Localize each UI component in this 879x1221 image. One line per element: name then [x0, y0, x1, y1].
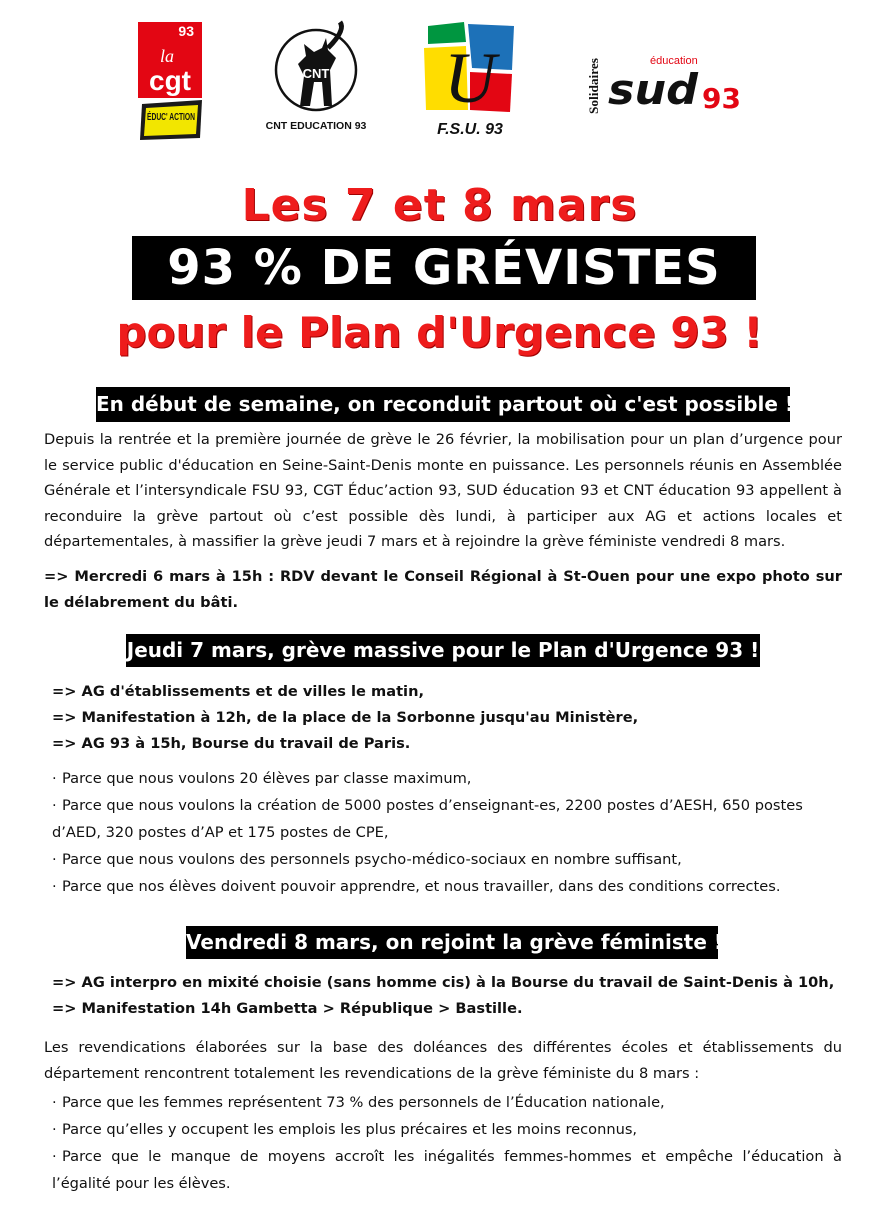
section3-heading: Vendredi 8 mars, on rejoint la grève féministe ! — [186, 926, 718, 959]
section2-heading: Jeudi 7 mars, grève massive pour le Plan d'Urgence 93 ! — [126, 634, 760, 667]
cnt-logo-name: CNT — [302, 66, 330, 81]
cgt-logo-name: cgt — [149, 65, 191, 96]
list-item: => AG d'établissements et de villes le matin, — [52, 683, 424, 700]
section2-reason-list — [52, 765, 842, 900]
list-item-text: Parce que nous voulons la création de 5000 postes d’enseignant-es, 2200 postes d’AESH, 650 postes d’AED, 320 postes d’AP et 175 postes de CPE, — [52, 797, 803, 841]
fsu-logo-letter: U — [444, 38, 496, 118]
cnt-logo-caption: CNT EDUCATION 93 — [265, 120, 367, 132]
bullet-icon: · — [52, 878, 57, 895]
list-item-text: Parce que le manque de moyens accroît les inégalités femmes-hommes et empêche l’éducation à l’égalité pour les élèves. — [52, 1148, 842, 1192]
list-item-text: Parce que nos élèves doivent pouvoir apprendre, et nous travailler, dans des conditions correctes. — [62, 878, 781, 895]
bullet-icon: · — [52, 1094, 57, 1111]
title-emergency-plan: pour le Plan d'Urgence 93 ! — [116, 308, 763, 357]
list-item — [52, 873, 842, 900]
logos-row — [0, 0, 879, 150]
list-item — [52, 792, 842, 846]
section3-intro-text: Les revendications élaborées sur la base des doléances des différentes écoles et établissements du département rencontrent totalement les revendications de la grève féministe du 8 mars : — [44, 1039, 842, 1082]
list-item — [52, 765, 842, 792]
list-item: => AG 93 à 15h, Bourse du travail de Paris. — [52, 735, 411, 752]
cgt-logo-subtext: ÉDUC' ACTION — [147, 112, 219, 123]
bullet-icon: · — [52, 797, 57, 814]
section3-action-list — [52, 970, 852, 1022]
list-item-text: Parce que nous voulons 20 élèves par classe maximum, — [62, 770, 472, 787]
list-item-text: Parce qu’elles y occupent les emplois les plus précaires et les moins reconnus, — [62, 1121, 638, 1138]
fsu-logo — [420, 18, 520, 140]
list-item: => AG interpro en mixité choisie (sans homme cis) à la Bourse du travail de Saint-Denis à 10h, — [52, 974, 835, 991]
list-item — [52, 1089, 842, 1116]
list-item: => Manifestation à 12h, de la place de la Sorbonne jusqu'au Ministère, — [52, 709, 639, 726]
bullet-icon: · — [52, 770, 57, 787]
list-item: => Manifestation 14h Gambetta > République > Bastille. — [52, 1000, 523, 1017]
section1-rdv-text: => Mercredi 6 mars à 15h : RDV devant le Conseil Régional à St-Ouen pour une expo photo sur le délabrement du bâti. — [44, 568, 842, 611]
list-item — [52, 1116, 842, 1143]
list-item — [52, 1143, 842, 1197]
list-item-text: Parce que les femmes représentent 73 % des personnels de l’Éducation nationale, — [62, 1094, 665, 1111]
cgt-logo-la: la — [160, 46, 175, 66]
bullet-icon: · — [52, 851, 57, 868]
list-item — [52, 846, 842, 873]
section3-reason-list — [52, 1089, 842, 1197]
title-strikers-banner: 93 % DE GRÉVISTES — [132, 236, 756, 300]
cgt-logo-93: 93 — [178, 23, 194, 39]
section1-intro-text: Depuis la rentrée et la première journée de grève le 26 février, la mobilisation pour un plan d’urgence pour le service public d'éducation en Seine-Saint-Denis monte en puissance. Les personnels réunis en Assemblée Générale et l’intersyndicale FSU 93, CGT Éduc’action 93, SUD éducation 93 et CNT éducation 93 appellent à reconduire la grève partout où c’est possible dès lundi, à participer aux AG et actions locales et départementales, à massifier la grève jeudi 7 mars et à rejoindre la grève féministe vendredi 8 mars. — [44, 431, 842, 551]
list-item-text: Parce que nous voulons des personnels psycho-médico-sociaux en nombre suffisant, — [62, 851, 682, 868]
bullet-icon: · — [52, 1121, 57, 1138]
cgt-educaction-logo — [136, 20, 219, 142]
title-dates: Les 7 et 8 mars — [241, 180, 638, 231]
section2-action-list — [52, 679, 852, 757]
sud-logo-93: 93 — [702, 82, 741, 115]
bullet-icon: · — [52, 1148, 57, 1165]
fsu-logo-caption: F.S.U. 93 — [437, 121, 503, 138]
sud-logo-education: éducation — [650, 55, 698, 67]
section1-heading: En début de semaine, on reconduit partout où c'est possible ! — [96, 387, 790, 422]
sud-logo-name: sud — [608, 65, 699, 114]
sud-education-logo — [584, 52, 744, 122]
sud-logo-solidaires: Solidaires — [586, 59, 601, 114]
cnt-education-logo — [265, 18, 367, 136]
